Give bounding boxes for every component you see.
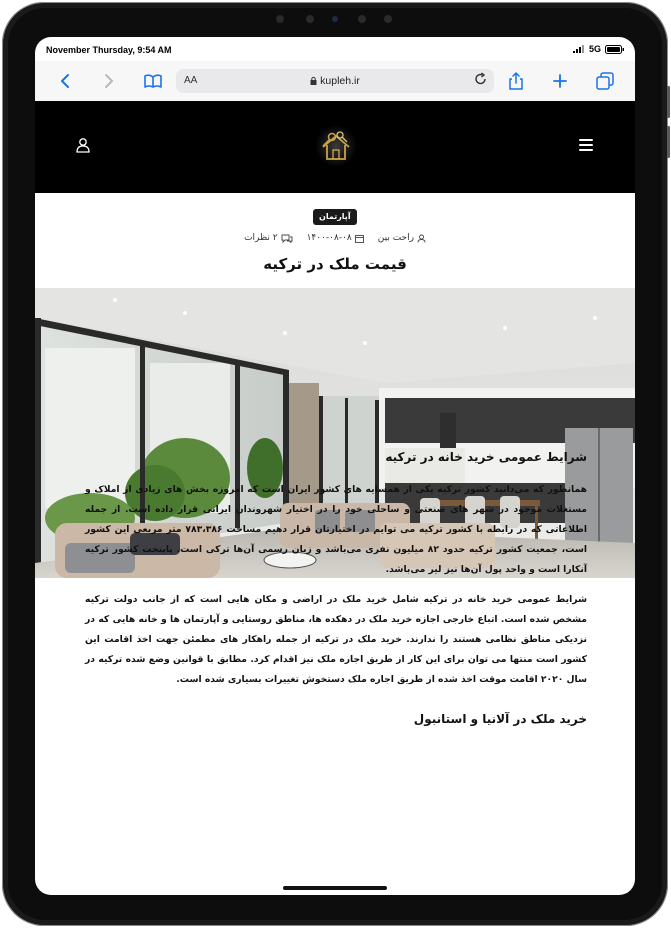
tabs-icon[interactable] xyxy=(593,69,617,93)
camera-icon xyxy=(332,16,338,22)
meta-date xyxy=(307,233,364,243)
network-label: 5G xyxy=(588,44,601,54)
sensor-icon xyxy=(358,15,366,23)
lock-icon xyxy=(310,76,317,85)
sensor-icon xyxy=(306,15,314,23)
reload-icon[interactable] xyxy=(474,72,488,89)
url-display xyxy=(176,75,494,87)
section-heading: شرایط عمومی خرید خانه در ترکیه xyxy=(385,450,587,464)
article-paragraph: همانطور که می‌دانید کشور ترکیه یکی از همسایه های کشور ایران است که امروزه بخش های زیادی از املاک و مستغلات موجود در شهر های صنعتی و ساحلی خود را در اختیار شهروندان ایرانی قرار داده است. از جمله اطلاعاتی که در رابطه با کشور ترکیه می توایم در اختیارتان قرار دهیم مساحت ۷۸۳،۳۸۶ متر مربعی این کشور است، جمعیت کشور ترکیه حدود ۸۲ میلیون نفری می‌باشد و زبان رسمی آن‌ها ترکی است. پایتخت کشور ترکیه آنکارا است و واحد پول آن‌ها نیز لیر می‌باشد. xyxy=(85,484,587,575)
share-icon[interactable] xyxy=(504,69,528,93)
volume-button xyxy=(667,126,670,158)
meta-author[interactable] xyxy=(378,233,426,243)
forward-icon[interactable] xyxy=(97,69,121,93)
home-indicator[interactable] xyxy=(283,886,387,890)
comments-count: ۲ نظرات xyxy=(244,233,278,243)
calendar-icon xyxy=(355,234,364,243)
volume-button xyxy=(667,86,670,118)
address-bar[interactable] xyxy=(176,69,494,93)
author-icon xyxy=(417,234,426,243)
signal-icon xyxy=(573,45,585,53)
meta-comments[interactable] xyxy=(244,233,293,243)
url-text: kupleh.ir xyxy=(320,75,360,87)
browser-toolbar xyxy=(35,61,635,102)
site-header xyxy=(35,101,635,193)
status-bar xyxy=(35,37,635,61)
status-indicators xyxy=(573,44,625,54)
comments-icon xyxy=(281,234,293,243)
menu-icon[interactable] xyxy=(579,139,593,151)
user-icon[interactable] xyxy=(75,137,91,153)
camera-bar xyxy=(272,13,398,25)
bookmarks-icon[interactable] xyxy=(141,69,165,93)
section-heading: خرید ملک در آلانیا و استانبول xyxy=(413,712,587,726)
article-paragraph: شرایط عمومی خرید خانه در ترکیه شامل خرید ملک در اراضی و مکان هایی است که از جانب دولت ترکیه مشخص شده است. اتباع خارجی اجازه خرید ملک در دهکده ها، مناطق روستایی و آپارتمان ها و خانه هایی که در نزدیکی مناطق نظامی هستند را ندارند. خرید ملک در ترکیه از جمله راهکار های مطمئن جهت اخذ اقامت این کشور است منتها می توان برای این کار از طریق اجاره ملک نیز اقدام کرد. مطابق با قوانین وضع شده ترکیه در سال ۲۰۲۰ اقامت موقت اخذ شده از طریق اجاره ملک دستخوش تغییرات بسیاری شده است. xyxy=(85,594,587,685)
battery-icon xyxy=(605,45,625,54)
reader-aa-button[interactable]: AA xyxy=(184,75,198,86)
article-body xyxy=(85,450,587,742)
screen xyxy=(35,37,635,895)
logo-house-key-icon[interactable] xyxy=(315,125,357,167)
category-badge[interactable]: آپارتمان xyxy=(313,209,357,225)
post-meta xyxy=(35,233,635,243)
new-tab-icon[interactable] xyxy=(548,69,572,93)
back-icon[interactable] xyxy=(53,69,77,93)
post-date: ۱۴۰۰-۰۸-۰۸ xyxy=(306,233,352,243)
author-name: راحت بین xyxy=(377,233,414,243)
sensor-icon xyxy=(384,15,392,23)
sensor-icon xyxy=(276,15,284,23)
post-title: قیمت ملک در ترکیه xyxy=(263,255,407,273)
status-time: November Thursday, 9:54 AM xyxy=(46,45,172,55)
